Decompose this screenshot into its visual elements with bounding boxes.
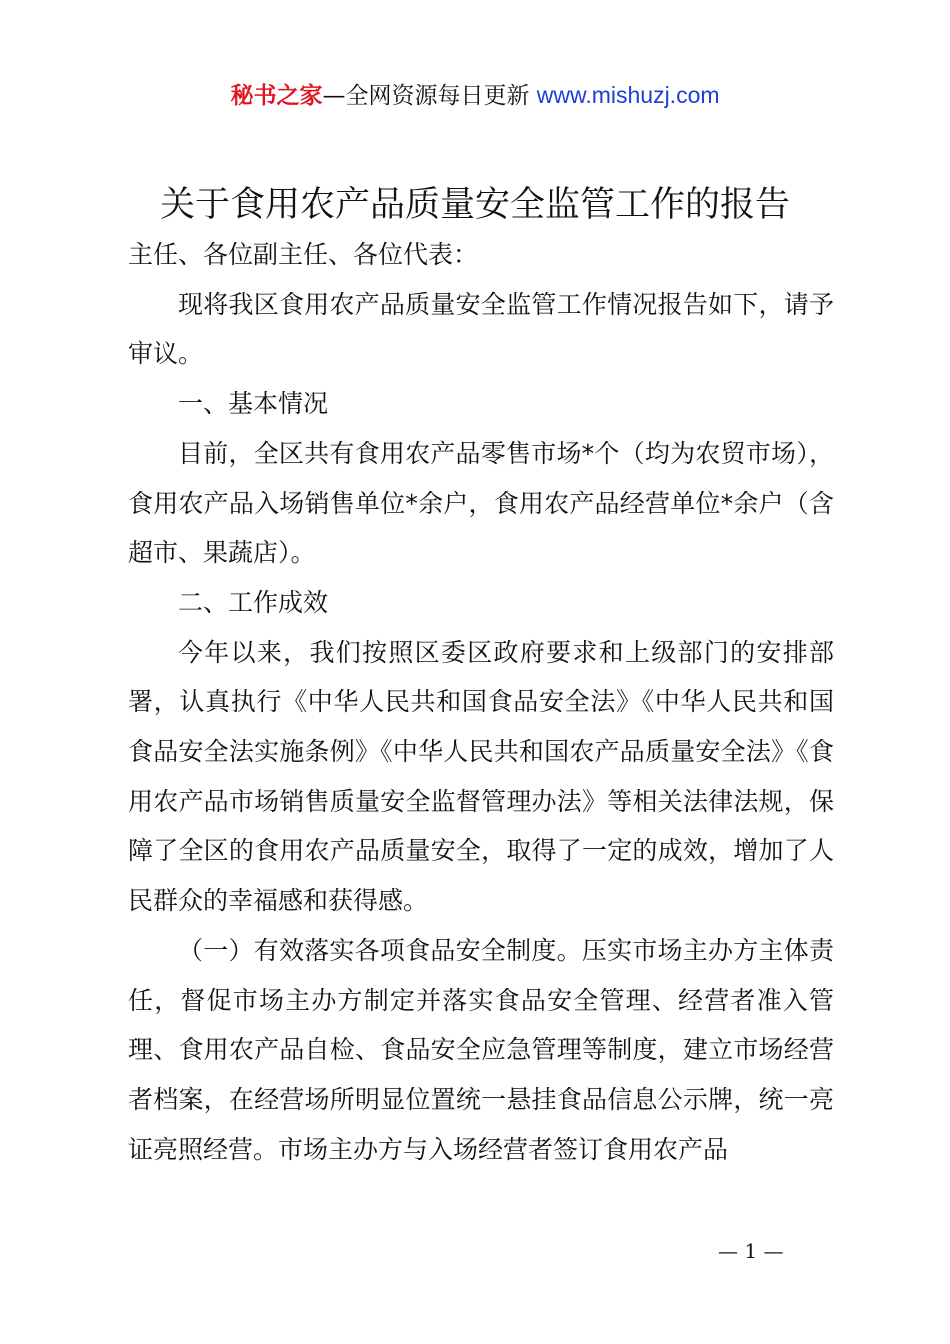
brand-name: 秘书之家 — [230, 83, 323, 109]
document-title: 关于食用农产品质量安全监管工作的报告 — [159, 185, 790, 225]
page-number-text: — 1 — — [718, 1239, 784, 1263]
section-heading-basic-situation: 一、基本情况 — [178, 389, 329, 419]
document-body — [128, 230, 834, 1174]
header-tagline: —全网资源每日更新 — [322, 83, 537, 109]
paragraph-intro: 现将我区食用农产品质量安全监管工作情况报告如下，请予审议。 — [128, 289, 834, 369]
website-link[interactable]: www.mishuzj.com — [536, 82, 720, 108]
paragraph-subsection-one: （一）有效落实各项食品安全制度。压实市场主办方主体责任，督促市场主办方制定并落实食品安全管理、经营者准入管理、食用农产品自检、食品安全应急管理等制度，建立市场经营者档案，在经营场所明显位置统一悬挂食品信息公示牌，统一亮证亮照经营。市场主办方与入场经营者签订食用农产品 — [128, 935, 834, 1164]
section-heading-work-results: 二、工作成效 — [178, 587, 329, 617]
site-header — [0, 78, 950, 113]
salutation: 主任、各位副主任、各位代表： — [128, 240, 479, 269]
paragraph-basic-situation: 目前，全区共有食用农产品零售市场*个（均为农贸市场），食用农产品入场销售单位*余户，食用农产品经营单位*余户（含超市、果蔬店）。 — [128, 438, 834, 568]
paragraph-work-results: 今年以来，我们按照区委区政府要求和上级部门的安排部署，认真执行《中华人民共和国食品安全法》《中华人民共和国食品安全法实施条例》《中华人民共和国农产品质量安全法》《食用农产品市场销售质量安全监督管理办法》等相关法律法规，保障了全区的食用农产品质量安全，取得了一定的成效，增加了人民群众的幸福感和获得感。 — [128, 637, 834, 916]
